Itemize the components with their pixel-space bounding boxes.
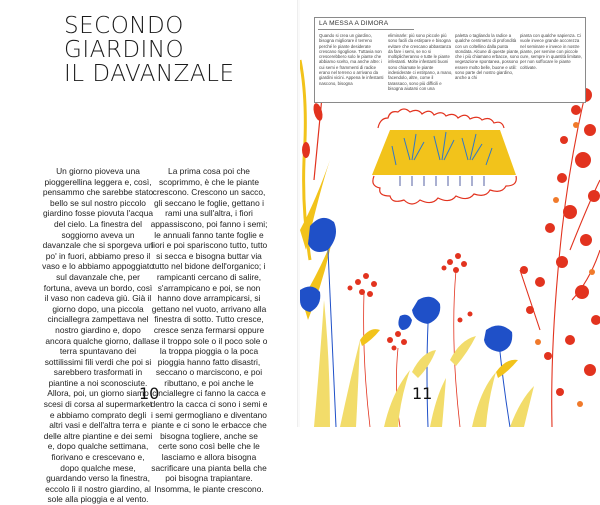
- left-page: [0, 0, 298, 505]
- page-number-right: 11: [412, 384, 433, 403]
- title-line-1: SECONDO GIARDINO: [64, 13, 185, 63]
- sidebar-column-3: paletta o tagliando la radice a qualche centimetro di profondità con un coltellino dalla punta stondata. Alcune di queste piante, che i più chiamano erbacce, sono vegetazione spontanea, possono essere molto belle, buone e utili: sono parte del nostro giardino, anche a chi: [455, 33, 520, 81]
- planter-box: [372, 109, 516, 204]
- sidebar-column-1: Quando si crea un giardino, bisogna migliorare il terreno perché le piante desiderate crescano rigogliose. Tuttavia non crescerebbero solo le piante che abbiamo scelto, ma anche altre: i cui semi e frammenti di radice erano nel terreno o arrivano da giardini vicini. Appena le infestanti nascono, bisogna: [319, 33, 384, 86]
- sidebar-divider: [318, 29, 414, 30]
- sidebar-column-2: eliminarle: più sono piccole più sono facili da estirpare e bisogna evitare che crescano abbastanza da fare i semi, se no si moltiplicheranno e tutte le piante infestanti. Molte infestanti buoni sono chiamate le piante indesiderate ci estirpano, a mano, facendolo, altre, come il tarassaco, sono più difficili e bisogna aiutarsi con una: [388, 33, 453, 91]
- body-column-1: Un giorno pioveva una pioggerellina leggera e, così, pensammo che sarebbe stato bello se sul nostro piccolo giardino fosse piovuta l'acqua del cielo. La finestra del soggiorno aveva un davanzale che si sporgeva un po' in fuori, abbiamo preso il vaso e lo abbiamo appoggiato sul davanzale che, per fortuna, aveva un bordo, così il vaso non cadeva giù. Già il giorno dopo, una piccola cinciallegra zampettava nel nostro giardino e, dopo ancora qualche giorno, dalla terra spuntavano dei sottilissimi fili verdi che poi si sarebbero trasformati in piantine a noi sconosciute. Allora, poi, un giorno siamo scesi di corsa al supermarket e abbiamo comprato degli altri vasi e dell'altra terra e delle altre piantine e dei semi e, dopo qualche settimana, fiorivano e crescevano e, dopo qualche mese, guardando verso la finestra, eccolo lì il nostro giardino, al sole alla pioggia e al vento.: [42, 166, 154, 505]
- title-line-2: IL DAVANZALE: [64, 61, 235, 87]
- body-column-2: La prima cosa poi che scoprimmo, è che le piante crescono. Crescono un sacco, gli seccano le foglie, gettano i rami una sull'altra, i fiori appassiscono, poi fanno i semi; le annuali fanno tante foglie e fiori e poi spariscono tutto, tutto si secca e bisogna buttar via tutto nel bidone dell'organico; i rampicanti cercano di salire, s'arrampicano e poi, se non hanno dove arrampicarsi, si gettano nel vuoto, arrivano alla finestra di sotto. Tutto cresce, cresce senza fermarsi oppure se il troppo sole o il poco sole o la troppa pioggia o la poca pioggia hanno fatto disastri, seccano o marciscono, e poi ributtano, e poi anche le cinciallegre ci fanno la cacca e dentro la cacca ci sono i semi e i semi germogliano e diventano piante e ci sono le erbacce che bisogna togliere, anche se certe sono così belle che le lasciamo e allora bisogna sacrificare una pianta bella che poi bisogna trapiantare. Insomma, le piante crescono.: [150, 166, 268, 494]
- page-title: [64, 14, 284, 86]
- blue-flowers: [300, 218, 512, 427]
- sidebar-title: LA MESSA A DIMORA: [319, 20, 389, 27]
- sidebar-column-4: pianta con qualche sapienza. Ci vuole invece grande accorezza nel seminare e invece in nostre piante, per semine con piccole cure, sempre in quantità limitate, per non soffocare le piante coltivate.: [520, 33, 583, 70]
- right-red-flowers: [520, 88, 600, 427]
- sidebar-box: [314, 17, 586, 103]
- page-number-left: 10: [139, 384, 160, 403]
